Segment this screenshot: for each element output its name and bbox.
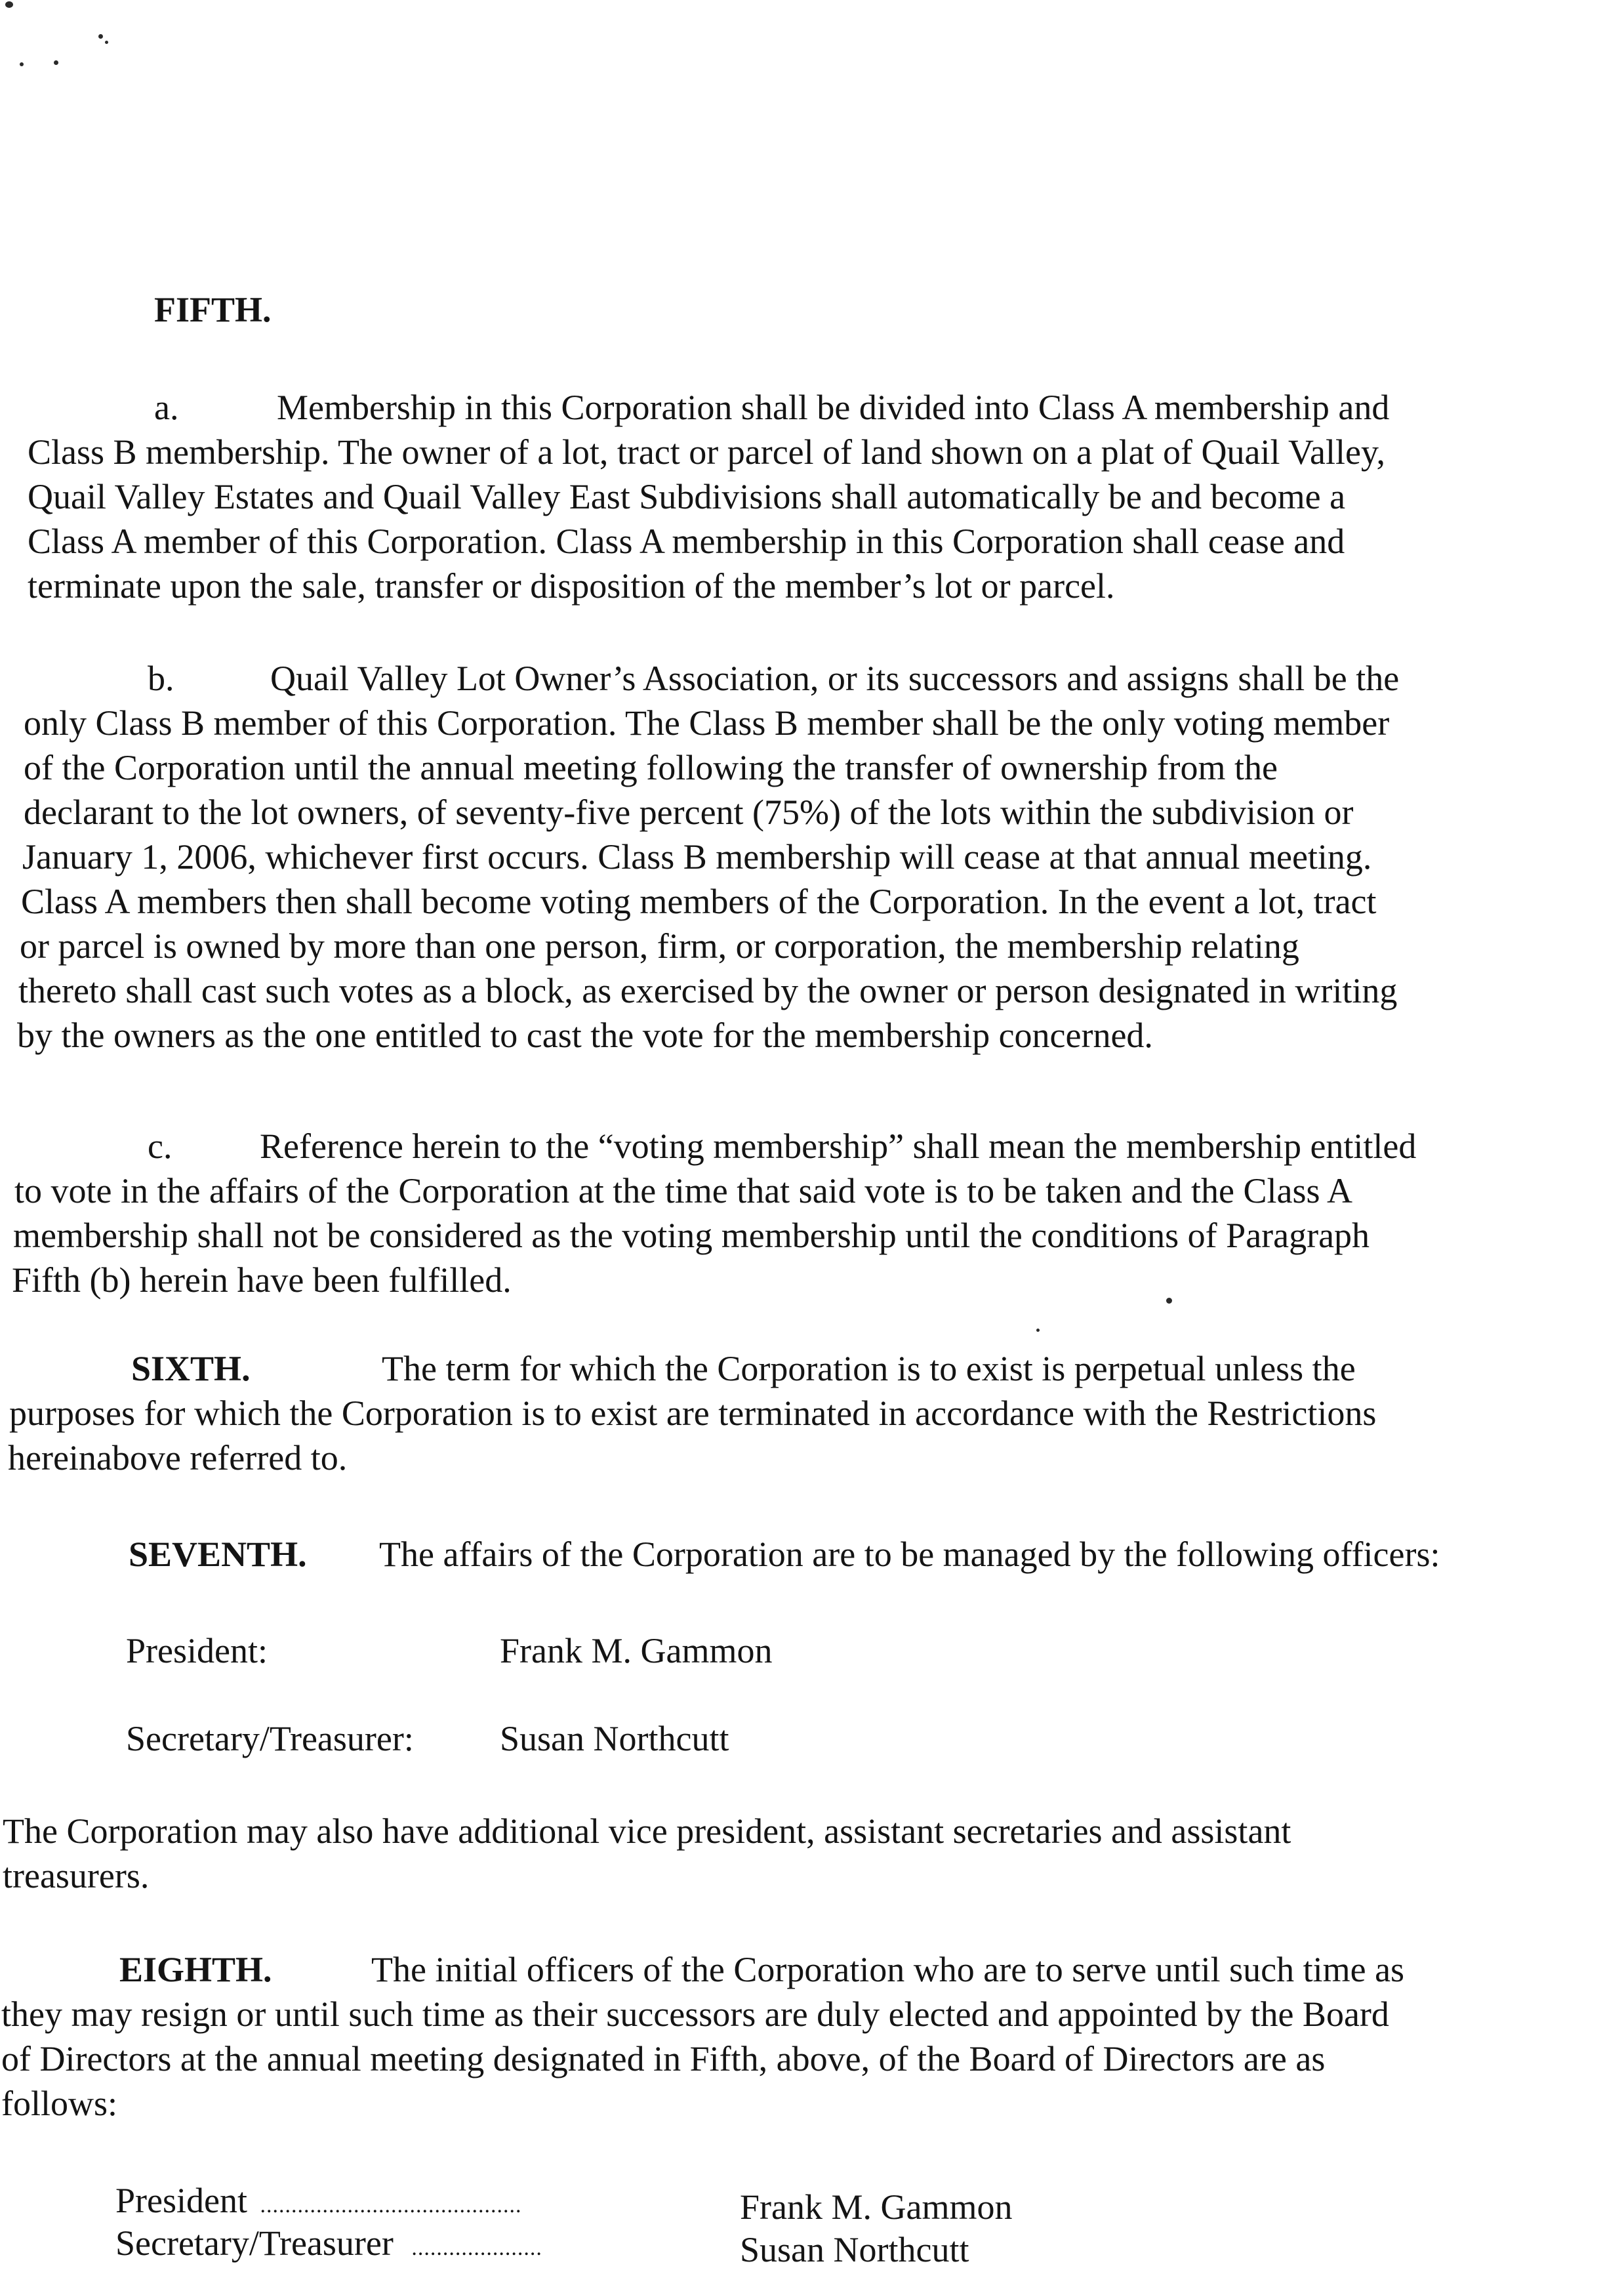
seventh-text: The affairs of the Corporation are to be managed by the following officers: [379,1535,1440,1574]
text-line: The Corporation may also have additional vice president, assistant secretaries and assistant [3,1811,1291,1851]
eighth-officer-title: Secretary/Treasurer [115,2223,394,2263]
text-line: Class A member of this Corporation. Class A membership in this Corporation shall cease and [28,522,1345,561]
text-line: terminate upon the sale, transfer or disposition of the member’s lot or parcel. [28,566,1115,606]
seventh-note [3,1809,1291,1898]
scan-speck [1036,1329,1040,1332]
text-line: Reference herein to the “voting membership” shall mean the membership entitled [260,1126,1417,1166]
text-line: Quail Valley Lot Owner’s Association, or its successors and assigns shall be the [270,659,1400,698]
text-line: The initial officers of the Corporation who are to serve until such time as [371,1950,1405,1989]
fifth-c-paragraph [0,1124,1416,1302]
fifth-a-paragraph [0,385,1389,608]
eighth-officer-row [115,2221,542,2271]
text-line: by the owners as the one entitled to cast the vote for the membership concerned. [17,1016,1153,1055]
text-line: follows: [1,2084,118,2123]
scan-speck [105,41,108,44]
text-line: of the Corporation until the annual meeting following the transfer of ownership from the [24,748,1278,787]
sixth-heading: SIXTH. [131,1349,251,1388]
seventh-officer-title: Secretary/Treasurer: [126,1719,414,1758]
eighth-paragraph [0,1947,1404,2126]
text-line: hereinabove referred to. [8,1438,348,1477]
text-line: of Directors at the annual meeting designated in Fifth, above, of the Board of Directors are as [1,2039,1326,2078]
eighth-officer-name: Frank M. Gammon [740,2187,1013,2227]
text-line: declarant to the lot owners, of seventy-five percent (75%) of the lots within the subdivision or [24,793,1354,832]
sixth-paragraph [0,1346,1376,1480]
scan-speck [20,62,24,66]
fifth-a-label: a. [154,388,179,427]
dot-leader: ..................... [411,2236,542,2260]
text-line: purposes for which the Corporation is to exist are terminated in accordance with the Restrictions [9,1394,1377,1433]
text-line: to vote in the affairs of the Corporation at the time that said vote is to be taken and the Class A [14,1171,1353,1210]
fifth-b-paragraph [0,656,1399,1058]
text-line: January 1, 2006, whichever first occurs. Class B membership will cease at that annual meeting. [22,837,1372,877]
seventh-officer-name: Susan Northcutt [500,1719,729,1758]
text-line: they may resign or until such time as their successors are duly elected and appointed by the Board [1,1994,1389,2034]
text-line: treasurers. [3,1856,150,1895]
eighth-officer-name: Susan Northcutt [740,2230,969,2269]
seventh-heading: SEVENTH. [129,1535,307,1574]
eighth-heading: EIGHTH. [119,1950,272,1989]
text-line: Class A members then shall become voting members of the Corporation. In the event a lot, tract [21,882,1377,921]
text-line: Quail Valley Estates and Quail Valley East Subdivisions shall automatically be and become a [28,477,1346,516]
seventh-officer-name: Frank M. Gammon [500,1631,773,1670]
seventh-officer-title: President: [126,1631,268,1670]
text-line: Fifth (b) herein have been fulfilled. [12,1260,512,1300]
text-line: Membership in this Corporation shall be divided into Class A membership and [277,388,1390,427]
text-line: membership shall not be considered as the voting membership until the conditions of Paragraph [13,1216,1370,1255]
text-line: or parcel is owned by more than one person, firm, or corporation, the membership relating [20,926,1299,966]
dot-leader: .......................................... [260,2193,522,2218]
fifth-b-label: b. [148,659,174,698]
text-line: only Class B member of this Corporation. The Class B member shall be the only voting member [24,703,1390,743]
eighth-officer-title: President [115,2181,247,2220]
fifth-heading: FIFTH. [154,290,272,329]
fifth-c-label: c. [148,1126,173,1166]
scan-speck [5,1,13,8]
scan-speck [98,34,103,39]
scan-speck [54,60,58,65]
text-line: The term for which the Corporation is to exist is perpetual unless the [382,1349,1356,1388]
text-line: thereto shall cast such votes as a block, as exercised by the owner or person designated in writing [18,971,1398,1010]
text-line: Class B membership. The owner of a lot, tract or parcel of land shown on a plat of Quail Valley, [28,432,1385,472]
